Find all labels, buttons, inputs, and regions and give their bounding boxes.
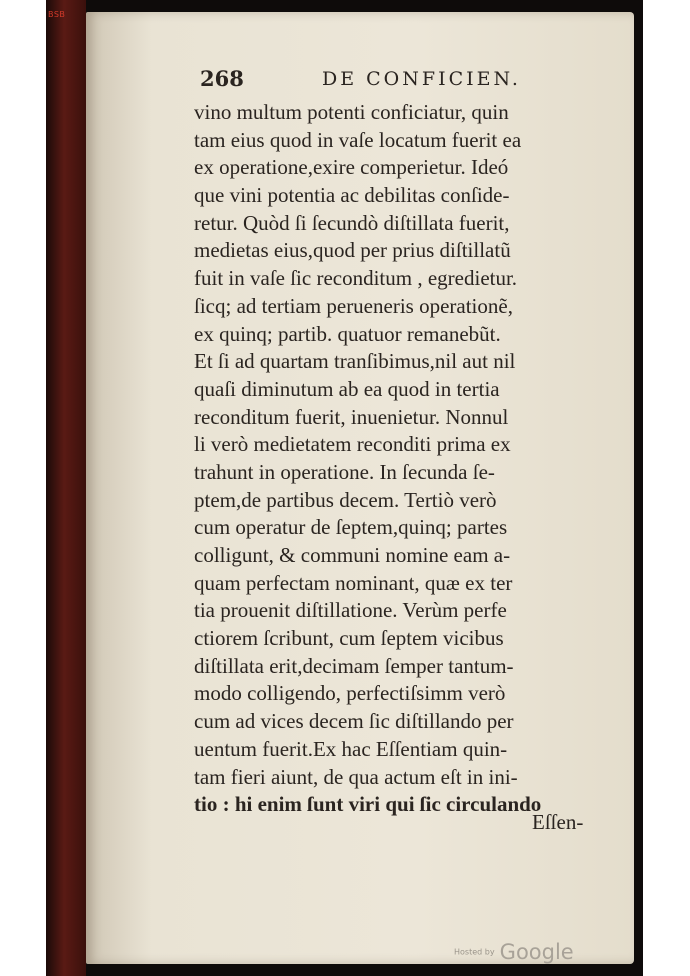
text-line: ſicq; ad tertiam perueneris operationẽ, (194, 293, 513, 318)
body-text (194, 99, 614, 819)
text-line: tia prouenit diſtillatione. Verùm perfe (194, 598, 507, 623)
text-line: colligunt, & communi nomine eam a- (194, 543, 511, 567)
hosted-by-label: Hosted by (454, 947, 495, 957)
text-line: reconditum fuerit, inuenietur. Nonnul (194, 404, 509, 429)
text-line: ctiorem ſcribunt, cum ſeptem vicibus (194, 626, 504, 651)
page-number: 268 (200, 66, 244, 91)
text-line: tio : hi enim ſunt viri qui ſic circulando (194, 792, 542, 817)
google-logo: Google (499, 940, 574, 964)
text-line: fuit in vaſe ſic reconditum , egredietur. (194, 266, 518, 291)
catchword: Eſſen- (532, 810, 584, 834)
text-line: que vini potentia ac debilitas conſide- (194, 183, 510, 208)
library-mark: BSB (48, 10, 66, 19)
text-line: quam perfectam nominant, quæ ex ter (194, 570, 513, 595)
text-line: Et ſi ad quartam tranſibimus,nil aut nil (194, 349, 516, 374)
page-header (200, 66, 600, 96)
running-head: DE CONFICIEN. (322, 68, 521, 90)
text-line: ex operatione,exire comperietur. Ideó (194, 155, 509, 180)
text-line: retur. Quòd ſi ſecundò diſtillata fuerit, (194, 210, 510, 235)
text-line: vino multum potenti conficiatur, quin (194, 100, 509, 124)
text-line: ex quinq; partib. quatuor remanebũt. (194, 321, 501, 346)
hosted-by-watermark (454, 940, 574, 964)
text-line: medietas eius,quod per prius diſtillatũ (194, 238, 511, 263)
text-line: tam eius quod in vaſe locatum fuerit ea (194, 127, 522, 152)
text-line: ptem,de partibus decem. Tertiò verò (194, 487, 497, 512)
text-line: trahunt in operatione. In ſecunda ſe- (194, 459, 495, 484)
text-line: tam fieri aiunt, de qua actum eſt in ini- (194, 764, 518, 789)
text-line: cum operatur de ſeptem,quinq; partes (194, 515, 508, 540)
text-line: uentum fuerit.Ex hac Eſſentiam quin- (194, 736, 508, 761)
text-line: diſtillata erit,decimam ſemper tantum- (194, 653, 514, 678)
text-line: li verò medietatem reconditi prima ex (194, 432, 511, 457)
text-line: quaſi diminutum ab ea quod in tertia (194, 376, 500, 401)
text-line: cum ad vices decem ſic diſtillando per (194, 709, 514, 734)
text-line: modo colligendo, perfectiſsimm verò (194, 681, 506, 706)
book-spine (46, 0, 86, 976)
